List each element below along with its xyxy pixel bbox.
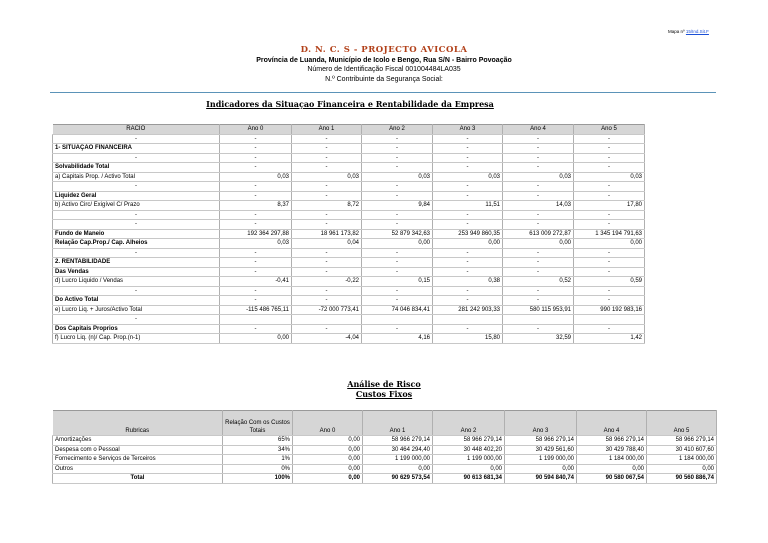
table-cell: 1,42 [574, 334, 645, 344]
table-cell: - [292, 134, 362, 144]
row-label: Relação Cap.Prop./ Cap. Alheios [53, 239, 220, 249]
table-row [53, 315, 645, 325]
table-cell: -0,22 [292, 277, 362, 287]
table-cell: 9,84 [362, 201, 433, 211]
table-cell: - [574, 134, 645, 144]
table-cell: - [362, 220, 433, 230]
table-cell: - [433, 134, 503, 144]
table-cell: 30 448 402,20 [433, 445, 505, 455]
table-cell [574, 315, 645, 325]
column-header: Ano 4 [577, 411, 647, 436]
column-header: Ano 0 [293, 411, 363, 436]
table-row [53, 267, 645, 277]
table-cell: - [574, 267, 645, 277]
row-label: 1- SITUAÇAO FINANCEIRA [53, 144, 220, 154]
table-cell: - [574, 286, 645, 296]
row-label: - [53, 220, 220, 230]
table-cell: - [292, 267, 362, 277]
table-cell: - [220, 144, 292, 154]
table-cell: 1 184 000,00 [647, 455, 717, 465]
table-cell: 0,04 [292, 239, 362, 249]
table-cell: - [362, 163, 433, 173]
row-label: - [53, 182, 220, 192]
table-cell: 0,03 [292, 172, 362, 182]
table-cell: - [503, 286, 574, 296]
table-cell: - [220, 220, 292, 230]
table-cell: 0,03 [503, 172, 574, 182]
table-cell: 15,80 [433, 334, 503, 344]
table-cell: 52 879 342,63 [362, 229, 433, 239]
table-cell: - [574, 182, 645, 192]
table-cell: - [292, 220, 362, 230]
table-cell: - [503, 182, 574, 192]
table-cell: 613 009 272,87 [503, 229, 574, 239]
table-cell: 11,51 [433, 201, 503, 211]
table-cell: - [433, 191, 503, 201]
table-cell: - [574, 210, 645, 220]
table-row [53, 144, 645, 154]
table-cell: - [220, 163, 292, 173]
table-cell: 0,00 [293, 464, 363, 474]
column-header: Ano 3 [505, 411, 577, 436]
table-cell: 32,59 [503, 334, 574, 344]
row-label: Das Vendas [53, 267, 220, 277]
table-cell: 8,37 [220, 201, 292, 211]
table-row [53, 163, 645, 173]
table-cell: 0,00 [293, 455, 363, 465]
table-cell: - [292, 248, 362, 258]
table-row [53, 277, 645, 287]
table-cell: 0,00 [647, 464, 717, 474]
table-cell: - [362, 267, 433, 277]
table-cell: - [433, 324, 503, 334]
table-cell: 1 184 000,00 [577, 455, 647, 465]
table-cell: - [433, 163, 503, 173]
company-address: Província de Luanda, Município de Icolo e Bengo, Rua S/N - Bairro Povoação [256, 56, 512, 64]
column-header: Ano 3 [433, 125, 503, 135]
total-cell: 90 560 886,74 [647, 474, 717, 484]
table-row [53, 286, 645, 296]
table-cell: - [220, 182, 292, 192]
table-cell: -72 000 773,41 [292, 305, 362, 315]
table-cell: - [362, 144, 433, 154]
table-cell: - [433, 153, 503, 163]
table-cell: - [220, 286, 292, 296]
table-cell: 0,00 [220, 334, 292, 344]
row-label: a) Capitais Prop. / Activo Total [53, 172, 220, 182]
fixed-costs-table [52, 410, 717, 484]
table-row [53, 296, 645, 306]
table-cell: - [433, 210, 503, 220]
table-cell: - [220, 210, 292, 220]
table-cell [433, 315, 503, 325]
table-cell: 18 961 173,82 [292, 229, 362, 239]
table-cell: 0,00 [362, 239, 433, 249]
table-cell: - [362, 191, 433, 201]
map-reference [668, 29, 709, 34]
column-header: Relação Com os Custos Totais [223, 411, 293, 436]
table-cell: - [574, 248, 645, 258]
row-label: Do Activo Total [53, 296, 220, 306]
table-cell: - [433, 248, 503, 258]
table-cell: 1% [223, 455, 293, 465]
total-cell: 90 613 681,34 [433, 474, 505, 484]
table-row [53, 239, 645, 249]
table-cell: 0,03 [220, 172, 292, 182]
table-cell: 1 199 000,00 [433, 455, 505, 465]
company-name: D. N. C. S - PROJECTO AVICOLA [300, 45, 468, 55]
table-cell: - [503, 144, 574, 154]
total-row [53, 474, 717, 484]
row-label: b) Activo Circ/ Exigível C/ Prazo [53, 201, 220, 211]
table-cell: 17,80 [574, 201, 645, 211]
table-cell: - [574, 296, 645, 306]
social-security-number: N.º Contribuinte da Segurança Social: [325, 75, 443, 83]
table-row [53, 455, 717, 465]
table-cell: 58 966 279,14 [363, 436, 433, 446]
table-cell: 0,03 [362, 172, 433, 182]
table-cell [220, 315, 292, 325]
total-cell: 90 629 573,54 [363, 474, 433, 484]
table-cell: - [503, 153, 574, 163]
table-cell: 4,16 [362, 334, 433, 344]
table-cell: 30 464 294,40 [363, 445, 433, 455]
table-row [53, 445, 717, 455]
table-cell: - [292, 296, 362, 306]
table-cell: - [503, 220, 574, 230]
table-cell: 281 242 903,33 [433, 305, 503, 315]
map-reference-label: Mapa nº [668, 29, 685, 34]
table-cell: - [292, 191, 362, 201]
row-label: - [53, 248, 220, 258]
table-cell: 0,00 [505, 464, 577, 474]
table-row [53, 210, 645, 220]
table-cell: 192 364 297,88 [220, 229, 292, 239]
table-cell: 0,00 [433, 239, 503, 249]
row-label: d) Lucro Liquido / Vendas [53, 277, 220, 287]
table-row [53, 182, 645, 192]
table-cell: 0,59 [574, 277, 645, 287]
header-divider [50, 92, 716, 93]
table-cell: - [503, 248, 574, 258]
table-cell: 30 429 561,60 [505, 445, 577, 455]
row-label: - [53, 134, 220, 144]
table-cell: 580 115 953,91 [503, 305, 574, 315]
table-cell: - [433, 258, 503, 268]
table-cell [362, 315, 433, 325]
table-cell: - [362, 286, 433, 296]
table-cell: 1 199 000,00 [363, 455, 433, 465]
table-cell: 253 949 860,35 [433, 229, 503, 239]
row-label: - [53, 153, 220, 163]
table-cell: - [574, 144, 645, 154]
table-cell: 0,15 [362, 277, 433, 287]
table-row [53, 305, 645, 315]
document-header [0, 46, 768, 84]
table-cell: - [362, 296, 433, 306]
table-cell: 0,00 [503, 239, 574, 249]
row-label: Outros [53, 464, 223, 474]
table-row [53, 201, 645, 211]
table-cell: 30 410 607,60 [647, 445, 717, 455]
table-cell: - [503, 296, 574, 306]
table-cell: - [220, 324, 292, 334]
table-cell: - [433, 267, 503, 277]
total-label: Total [53, 474, 223, 484]
total-cell: 90 580 067,54 [577, 474, 647, 484]
table-cell: - [292, 286, 362, 296]
table-cell: - [433, 182, 503, 192]
table-row [53, 229, 645, 239]
table-row [53, 464, 717, 474]
table-cell: - [574, 220, 645, 230]
table-cell: 65% [223, 436, 293, 446]
table-cell: 58 966 279,14 [433, 436, 505, 446]
risk-analysis-title: Análise de Risco Custos Fixos [347, 379, 421, 399]
table-cell: 0% [223, 464, 293, 474]
fixed-costs-subtitle: Custos Fixos [355, 389, 413, 399]
row-label: - [53, 315, 220, 325]
column-header: Rubricas [53, 411, 223, 436]
total-cell: 0,00 [293, 474, 363, 484]
table-cell: 58 966 279,14 [505, 436, 577, 446]
row-label: - [53, 286, 220, 296]
table-cell: - [362, 153, 433, 163]
table-cell: - [362, 182, 433, 192]
row-label: Fornecimento e Serviços de Terceiros [53, 455, 223, 465]
table-cell: - [503, 191, 574, 201]
table-row [53, 172, 645, 182]
table-cell: - [574, 163, 645, 173]
table-cell: - [362, 324, 433, 334]
table-row [53, 191, 645, 201]
table-row [53, 248, 645, 258]
table-cell: - [433, 296, 503, 306]
table-cell: 0,03 [574, 172, 645, 182]
row-label: 2. RENTABILIDADE [53, 258, 220, 268]
table-cell: 74 046 834,41 [362, 305, 433, 315]
table-cell: - [433, 220, 503, 230]
table-cell: -0,41 [220, 277, 292, 287]
table-cell: - [220, 267, 292, 277]
table-cell: 1 199 000,00 [505, 455, 577, 465]
table-cell: -4,04 [292, 334, 362, 344]
column-header: Ano 5 [647, 411, 717, 436]
row-label: f) Lucro Liq. (n)/ Cap. Prop.(n-1) [53, 334, 220, 344]
table-cell: - [292, 182, 362, 192]
table-cell: - [220, 258, 292, 268]
table-cell: - [292, 210, 362, 220]
table-cell: - [503, 258, 574, 268]
table-cell: 14,03 [503, 201, 574, 211]
table-row [53, 334, 645, 344]
table-cell: - [362, 258, 433, 268]
table-cell: 0,00 [293, 445, 363, 455]
row-label: Despesa com o Pessoal [53, 445, 223, 455]
tax-id: Número de Identificação Fiscal 001004484LA035 [307, 66, 461, 73]
table-cell: 990 192 983,16 [574, 305, 645, 315]
table-cell: - [503, 324, 574, 334]
row-label: Fundo de Maneio [53, 229, 220, 239]
table-cell: - [292, 144, 362, 154]
column-header: Ano 5 [574, 125, 645, 135]
table-row [53, 220, 645, 230]
column-header: Ano 4 [503, 125, 574, 135]
table-cell: - [362, 134, 433, 144]
table-cell: 58 966 279,14 [577, 436, 647, 446]
table-cell: - [433, 286, 503, 296]
total-cell: 100% [223, 474, 293, 484]
table-cell: 1 345 194 791,63 [574, 229, 645, 239]
table-cell: 0,38 [433, 277, 503, 287]
table-cell: 0,00 [577, 464, 647, 474]
row-label: e) Lucro Liq. + Juros/Activo Total [53, 305, 220, 315]
table-cell [292, 315, 362, 325]
table-cell: - [220, 296, 292, 306]
column-header: Ano 0 [220, 125, 292, 135]
table-cell: - [292, 153, 362, 163]
total-cell: 90 594 840,74 [505, 474, 577, 484]
table-row [53, 153, 645, 163]
column-header: Ano 1 [292, 125, 362, 135]
table-cell: - [574, 153, 645, 163]
table-row [53, 436, 717, 446]
indicators-table [52, 124, 645, 344]
table-cell: 8,72 [292, 201, 362, 211]
table-cell: - [574, 258, 645, 268]
table-cell: - [362, 248, 433, 258]
column-header: Ano 2 [362, 125, 433, 135]
row-label: Solvabilidade Total [53, 163, 220, 173]
table-cell: 34% [223, 445, 293, 455]
table-cell: - [220, 153, 292, 163]
table-cell: - [292, 258, 362, 268]
table-cell: - [503, 267, 574, 277]
table-cell: 0,03 [220, 239, 292, 249]
table-cell: - [503, 163, 574, 173]
table-cell: - [220, 248, 292, 258]
table-cell: 0,52 [503, 277, 574, 287]
table-row [53, 324, 645, 334]
table-cell: 0,00 [293, 436, 363, 446]
table-cell: - [220, 134, 292, 144]
table-cell: - [433, 144, 503, 154]
table-cell: 30 429 788,40 [577, 445, 647, 455]
table-cell: 0,03 [433, 172, 503, 182]
column-header: RACIO [53, 125, 220, 135]
table-cell: 0,00 [574, 239, 645, 249]
table-cell [503, 315, 574, 325]
table-cell: 0,00 [363, 464, 433, 474]
map-reference-link[interactable]: 15/Ind.Sit.F [685, 29, 709, 34]
indicators-header-row [53, 125, 645, 135]
table-cell: 58 966 279,14 [647, 436, 717, 446]
table-cell: - [292, 324, 362, 334]
row-label: Dos Capitais Proprios [53, 324, 220, 334]
indicators-title: Indicadores da Situaçao Financeira e Rentabilidade da Empresa [206, 99, 494, 109]
row-label: Liquidez Geral [53, 191, 220, 201]
column-header: Ano 1 [363, 411, 433, 436]
table-cell: - [362, 210, 433, 220]
column-header: Ano 2 [433, 411, 505, 436]
table-cell: - [220, 191, 292, 201]
table-cell: - [503, 210, 574, 220]
row-label: - [53, 210, 220, 220]
table-cell: - [574, 324, 645, 334]
table-row [53, 134, 645, 144]
table-cell: -115 486 765,11 [220, 305, 292, 315]
row-label: Amortizações [53, 436, 223, 446]
fixed-costs-header-row [53, 411, 717, 436]
table-cell: 0,00 [433, 464, 505, 474]
table-cell: - [503, 134, 574, 144]
table-cell: - [574, 191, 645, 201]
table-row [53, 258, 645, 268]
table-cell: - [292, 163, 362, 173]
